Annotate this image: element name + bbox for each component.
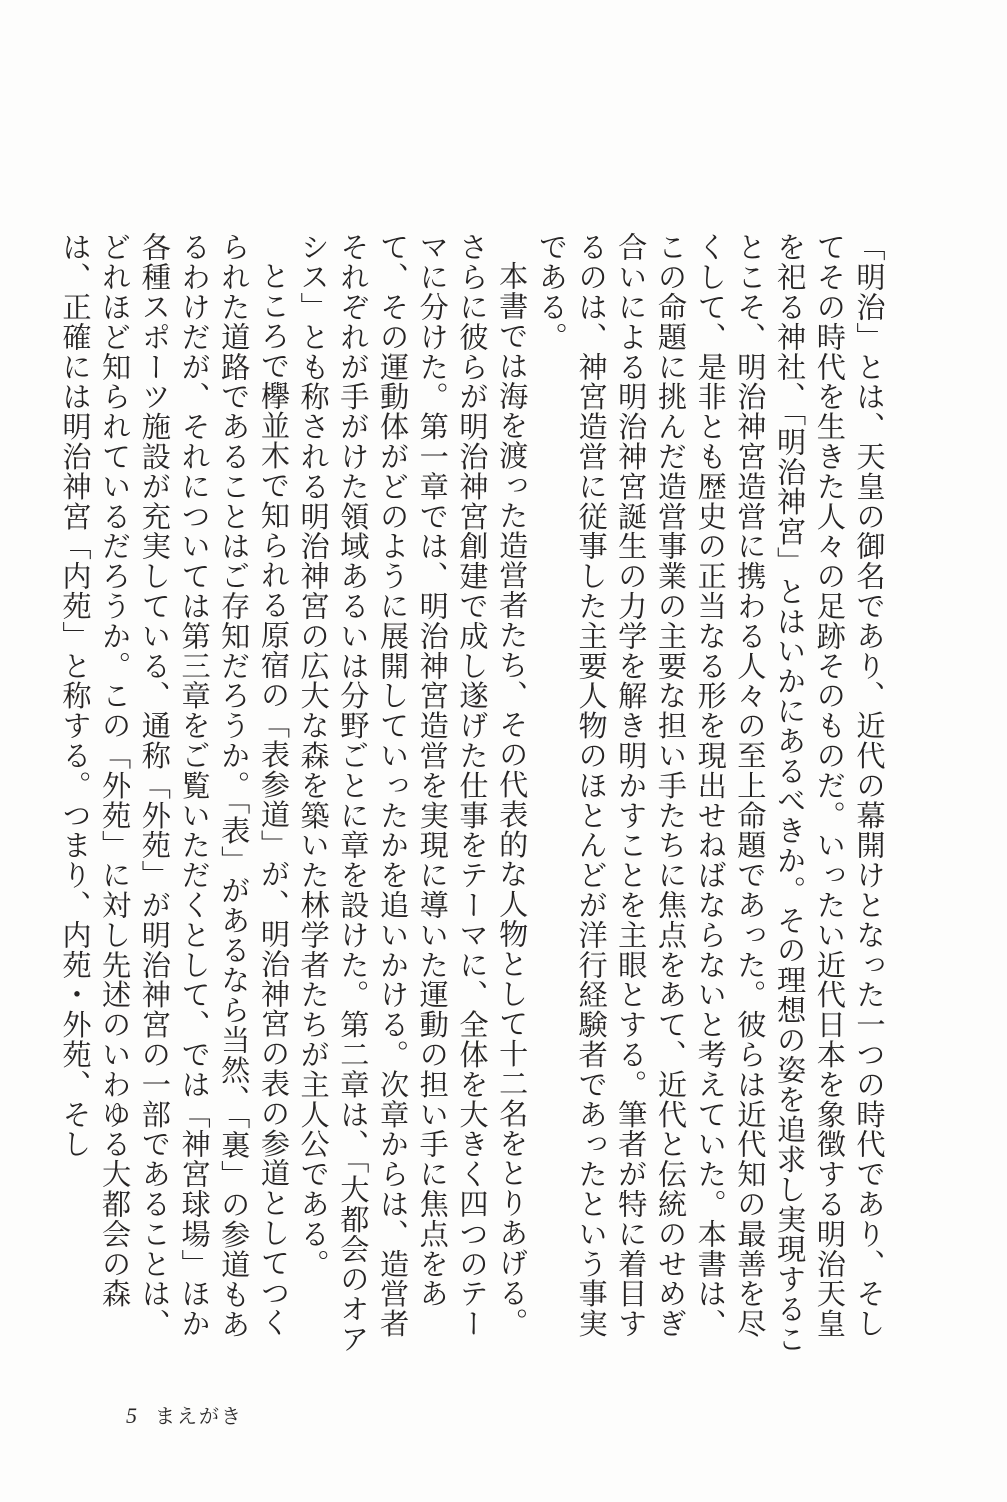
paragraph-2: 本書では海を渡った造営者たち、その代表的な人物として十二名をとりあげる。さらに彼らが明治神宮創建で成し遂げた仕事をテーマに、全体を大きく四つのテーマに分けた。第一章では、明治神宮造営を実現に導いた運動の担い手に焦点をあて、その運動体がどのように展開していったかを追いかける。次章からは、造営者それぞれが手がけた領域あるいは分野ごとに章を設けた。第二章は、「大都会のオアシス」とも称される明治神宮の広大な森を築いた林学者たちが主人公である。 [296,232,529,1354]
running-head: まえがき [155,1404,243,1428]
paragraph-1: 「明治」とは、天皇の御名であり、近代の幕開けとなった一つの時代であり、そしてその時代を生きた人々の足跡そのものだ。いったい近代日本を象徴する明治天皇を祀る神社、「明治神宮」とはいかにあるべきか。その理想の姿を追求し実現することこそ、明治神宮造営に携わる人々の至上命題であった。彼らは近代知の最善を尽くして、是非とも歴史の正当なる形を現出せねばならないと考えていた。本書は、この命題に挑んだ造営事業の主要な担い手たちに焦点をあて、近代と伝統のせめぎ合いによる明治神宮誕生の力学を解き明かすことを主眼とする。筆者が特に着目するのは、神宮造営に従事した主要人物のほとんどが洋行経験者であったという事実である。 [534,232,886,1354]
page-number: 5 [126,1403,137,1428]
page-footer [126,1400,243,1432]
paragraph-3: ところで欅並木で知られる原宿の「表参道」が、明治神宮の表の参道としてつくられた道路であることはご存知だろうか。「表」があるなら当然、「裏」の参道もあるわけだが、それについては第三章をご覧いただくとして、では「神宮球場」ほか各種スポーツ施設が充実している、通称「外苑」が明治神宮の一部であることは、どれほど知られているだろうか。この「外苑」に対し先述のいわゆる大都会の森は、正確には明治神宮「内苑」と称する。つまり、内苑・外苑、そし [57,232,291,1339]
body-text [57,232,888,1362]
